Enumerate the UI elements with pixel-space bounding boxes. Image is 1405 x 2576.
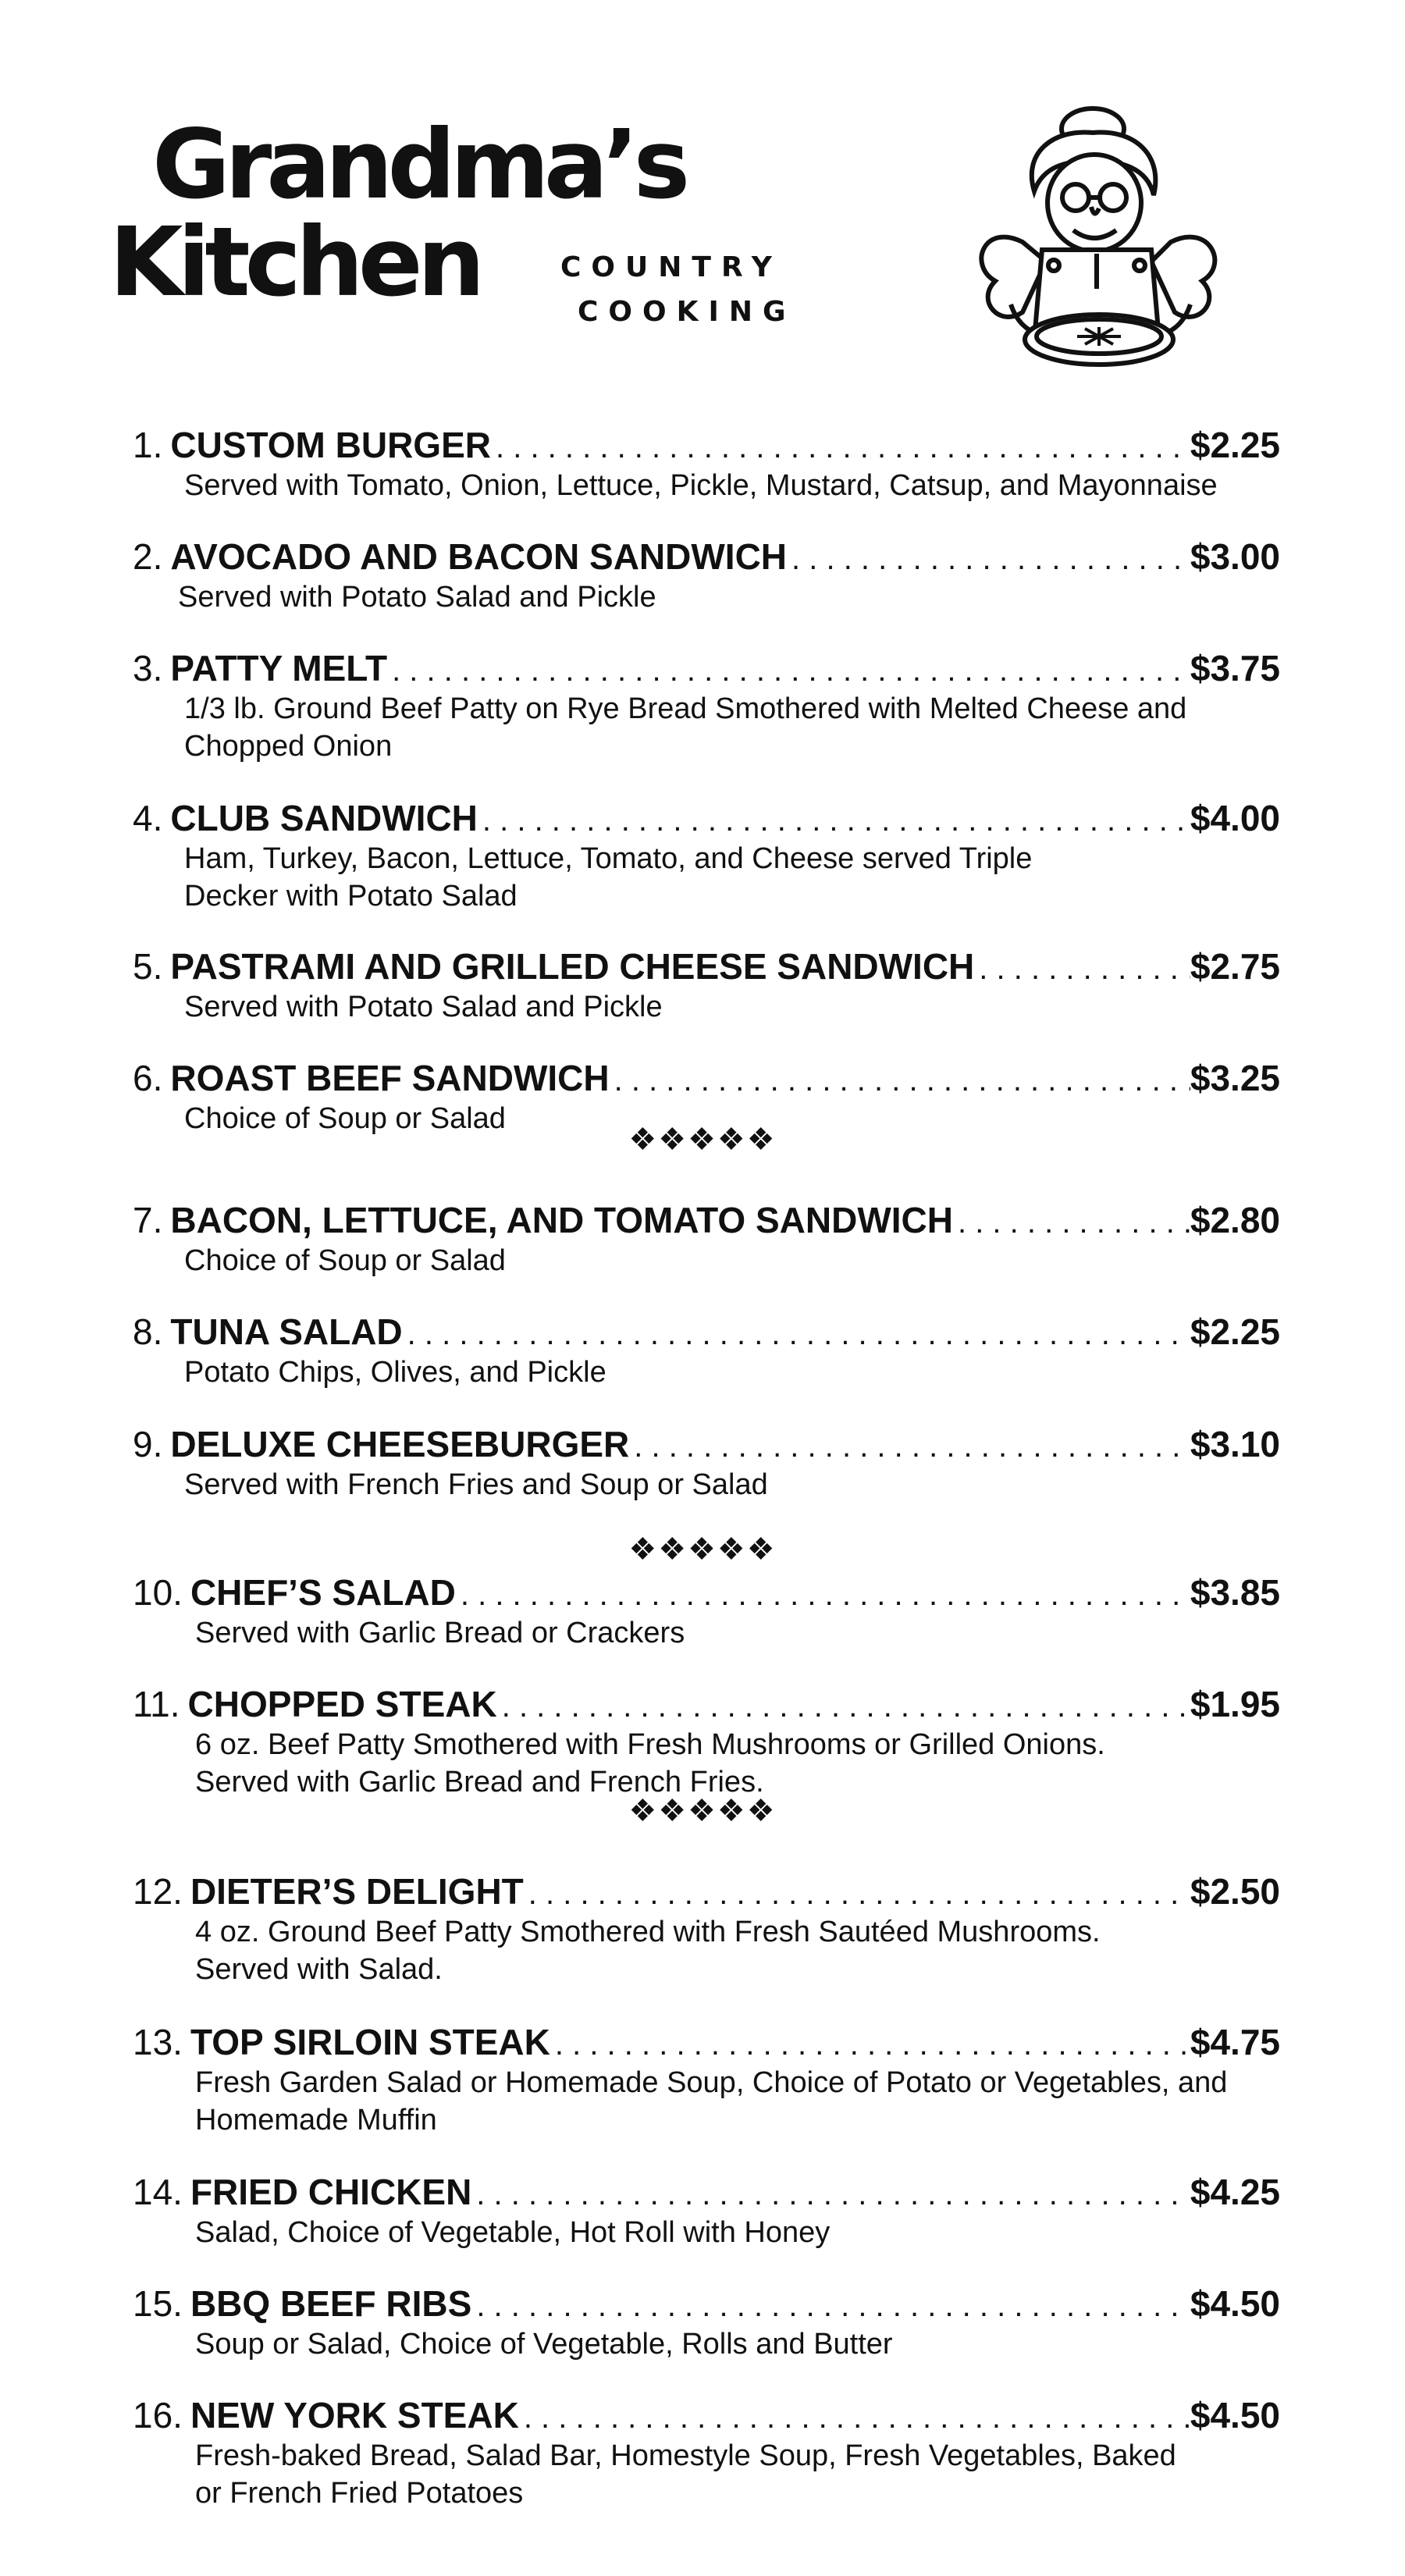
- item-description: Potato Chips, Olives, and Pickle: [184, 1356, 606, 1389]
- item-number: 2.: [133, 536, 163, 577]
- item-description: Choice of Soup or Salad: [184, 1244, 506, 1277]
- dot-leader: [471, 2172, 1190, 2216]
- item-name: BACON, LETTUCE, AND TOMATO SANDWICH: [170, 1200, 953, 1240]
- item-description: Soup or Salad, Choice of Vegetable, Rolls and Butter: [195, 2328, 893, 2361]
- item-name: DELUXE CHEESEBURGER: [170, 1424, 630, 1464]
- item-price: $4.50: [1190, 2395, 1280, 2435]
- item-number: 14.: [133, 2172, 183, 2212]
- item-description: Fresh Garden Salad or Homemade Soup, Choice of Potato or Vegetables, and Homemade Muffin: [195, 2066, 1228, 2137]
- dot-leader: [953, 1201, 1190, 1244]
- dot-leader: [387, 649, 1190, 692]
- dot-leader: [478, 799, 1190, 842]
- item-price: $2.25: [1190, 1311, 1280, 1352]
- item-price: $3.00: [1190, 536, 1280, 577]
- item-description: Ham, Turkey, Bacon, Lettuce, Tomato, and Cheese served Triple Decker with Potato Salad: [184, 842, 1033, 913]
- dot-leader: [974, 947, 1190, 991]
- dot-leader: [456, 1573, 1190, 1617]
- item-name: AVOCADO AND BACON SANDWICH: [170, 536, 788, 577]
- menu-item: [133, 646, 1280, 765]
- dot-leader: [471, 2284, 1190, 2328]
- logo-tagline-line2: COOKING: [578, 296, 796, 328]
- item-description: Served with French Fries and Soup or Salad: [184, 1468, 768, 1501]
- item-number: 10.: [133, 1572, 183, 1613]
- item-name: CUSTOM BURGER: [170, 425, 491, 465]
- item-description: 1/3 lb. Ground Beef Patty on Rye Bread Smothered with Melted Cheese and Chopped Onion: [184, 692, 1187, 763]
- menu-item: [133, 1198, 1280, 1279]
- item-name: NEW YORK STEAK: [190, 2395, 519, 2435]
- dot-leader: [497, 1685, 1190, 1728]
- menu-item: [133, 1571, 1280, 1652]
- logo-title-line1: Grandma’s: [152, 109, 685, 220]
- menu-item: [133, 535, 1280, 616]
- item-price: $3.75: [1190, 648, 1280, 688]
- item-number: 1.: [133, 425, 163, 465]
- item-description: Fresh-baked Bread, Salad Bar, Homestyle Soup, Fresh Vegetables, Baked or French Fried Potatoes: [195, 2439, 1176, 2510]
- menu-item: [133, 2020, 1280, 2139]
- menu-item: [133, 1870, 1280, 1988]
- diamond-separator: ❖❖❖❖❖: [628, 1532, 777, 1567]
- item-name: TUNA SALAD: [170, 1311, 403, 1352]
- diamond-separator: ❖❖❖❖❖: [628, 1794, 777, 1828]
- item-name: PASTRAMI AND GRILLED CHEESE SANDWICH: [170, 946, 975, 987]
- menu-item: [133, 2282, 1280, 2363]
- item-price: $2.80: [1190, 1200, 1280, 1240]
- item-price: $2.50: [1190, 1871, 1280, 1912]
- item-number: 4.: [133, 798, 163, 838]
- menu-item: [133, 1682, 1280, 1801]
- item-price: $4.75: [1190, 2022, 1280, 2062]
- item-description: 4 oz. Ground Beef Patty Smothered with Fresh Sautéed Mushrooms. Served with Salad.: [195, 1916, 1101, 1986]
- item-description: Served with Potato Salad and Pickle: [178, 581, 656, 614]
- item-description: Salad, Choice of Vegetable, Hot Roll with Honey: [195, 2216, 831, 2249]
- item-name: ROAST BEEF SANDWICH: [170, 1058, 610, 1098]
- dot-leader: [403, 1312, 1190, 1356]
- item-number: 5.: [133, 946, 163, 987]
- item-name: PATTY MELT: [170, 648, 388, 688]
- item-number: 11.: [133, 1684, 180, 1724]
- item-number: 8.: [133, 1311, 163, 1352]
- dot-leader: [550, 2023, 1190, 2066]
- dot-leader: [519, 2396, 1190, 2439]
- item-number: 16.: [133, 2395, 183, 2435]
- item-price: $4.25: [1190, 2172, 1280, 2212]
- dot-leader: [787, 537, 1190, 581]
- item-description: Served with Potato Salad and Pickle: [184, 991, 663, 1023]
- item-price: $1.95: [1190, 1684, 1280, 1724]
- dot-leader: [629, 1425, 1190, 1468]
- item-price: $2.75: [1190, 946, 1280, 987]
- item-description: Served with Garlic Bread or Crackers: [195, 1617, 685, 1649]
- item-number: 15.: [133, 2283, 183, 2324]
- item-price: $3.25: [1190, 1058, 1280, 1098]
- item-name: CHOPPED STEAK: [187, 1684, 497, 1724]
- item-number: 12.: [133, 1871, 183, 1912]
- menu-item: [133, 1422, 1280, 1503]
- item-description: Served with Tomato, Onion, Lettuce, Pickle, Mustard, Catsup, and Mayonnaise: [184, 469, 1218, 502]
- item-price: $3.85: [1190, 1572, 1280, 1613]
- item-price: $4.50: [1190, 2283, 1280, 2324]
- item-name: CHEF’S SALAD: [190, 1572, 456, 1613]
- menu-item: [133, 423, 1280, 504]
- item-name: BBQ BEEF RIBS: [190, 2283, 472, 2324]
- item-number: 9.: [133, 1424, 163, 1464]
- dot-leader: [491, 425, 1190, 469]
- logo-tagline-line1: COUNTRY: [560, 251, 782, 283]
- dot-leader: [610, 1059, 1190, 1102]
- menu-item: [133, 945, 1280, 1026]
- item-price: $3.10: [1190, 1424, 1280, 1464]
- item-number: 6.: [133, 1058, 163, 1098]
- item-name: DIETER’S DELIGHT: [190, 1871, 524, 1912]
- item-description: 6 oz. Beef Patty Smothered with Fresh Mushrooms or Grilled Onions. Served with Garlic Bread and French Fries.: [195, 1728, 1105, 1799]
- menu-item: [133, 796, 1280, 915]
- dot-leader: [524, 1872, 1190, 1916]
- item-name: CLUB SANDWICH: [170, 798, 478, 838]
- menu-item: [133, 2393, 1280, 2512]
- item-name: FRIED CHICKEN: [190, 2172, 472, 2212]
- item-description: Choice of Soup or Salad: [184, 1102, 506, 1135]
- item-price: $4.00: [1190, 798, 1280, 838]
- diamond-separator: ❖❖❖❖❖: [628, 1123, 777, 1157]
- item-price: $2.25: [1190, 425, 1280, 465]
- menu-item: [133, 1310, 1280, 1391]
- item-name: TOP SIRLOIN STEAK: [190, 2022, 550, 2062]
- item-number: 3.: [133, 648, 163, 688]
- item-number: 7.: [133, 1200, 163, 1240]
- logo-title-line2: Kitchen: [109, 207, 480, 318]
- menu-item: [133, 2170, 1280, 2251]
- item-number: 13.: [133, 2022, 183, 2062]
